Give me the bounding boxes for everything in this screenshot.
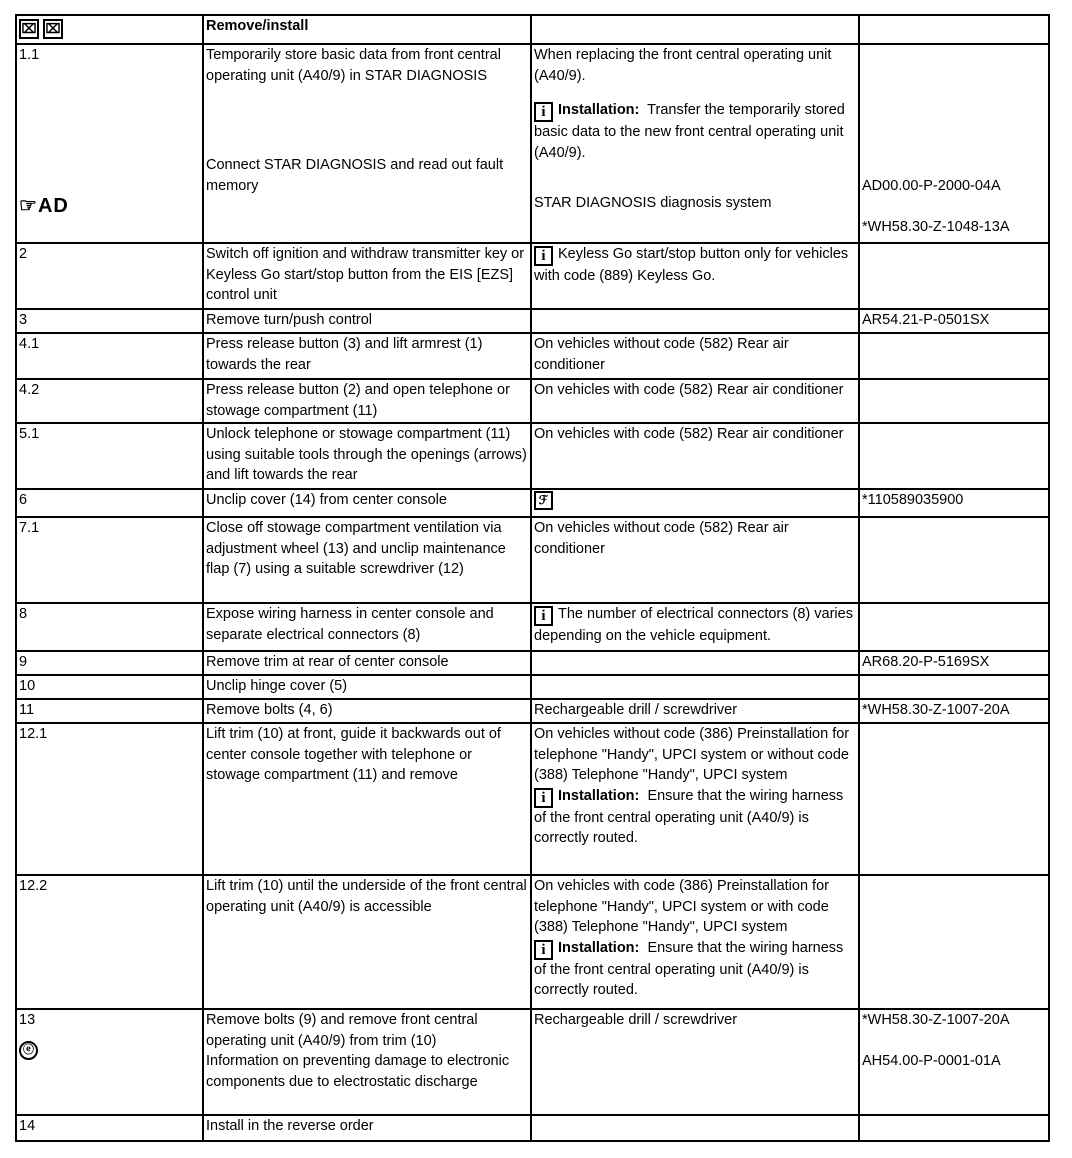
- table-row: [16, 423, 1049, 489]
- action-text: Unclip hinge cover (5): [203, 675, 531, 699]
- ad-marker-label: AD: [37, 194, 69, 217]
- action-text: Install in the reverse order: [203, 1115, 531, 1141]
- info-icon: i: [534, 788, 553, 808]
- step-number: 10: [16, 675, 203, 699]
- note-text: On vehicles without code (582) Rear air conditioner: [531, 517, 859, 603]
- action-cell: [203, 44, 531, 243]
- table-row: [16, 675, 1049, 699]
- step-number: 7.1: [16, 517, 203, 603]
- action-text: Remove bolts (4, 6): [203, 699, 531, 723]
- note-text: STAR DIAGNOSIS diagnosis system: [534, 195, 772, 211]
- note-text: When replacing the front central operating unit (A40/9).: [534, 47, 832, 84]
- ref-cell: [859, 333, 1049, 379]
- ref-cell: [859, 1115, 1049, 1141]
- ref-link[interactable]: *WH58.30-Z-1007-20A: [862, 1012, 1010, 1028]
- installation-label: Installation:: [558, 787, 640, 804]
- table-row: [16, 875, 1049, 1009]
- note-cell: [531, 309, 859, 333]
- install-symbol-icon: ⌧: [43, 19, 63, 39]
- installation-text: Ensure that the wiring harness of the front central operating unit (A40/9) is correctly routed.: [534, 939, 844, 998]
- action-cell: [203, 1009, 531, 1115]
- ref-link[interactable]: AR68.20-P-5169SX: [859, 651, 1049, 675]
- table-row: [16, 243, 1049, 309]
- installation-text: Transfer the temporarily stored basic data to the new front central operating unit (A40/9).: [534, 102, 845, 161]
- ref-cell: [859, 603, 1049, 651]
- action-text: Expose wiring harness in center console and separate electrical connectors (8): [203, 603, 531, 651]
- note-cell: [531, 44, 859, 243]
- installation-label: Installation:: [558, 102, 640, 118]
- header-title: Remove/install: [203, 15, 531, 44]
- special-tool-icon: ℱ: [534, 491, 553, 510]
- note-cell: [531, 723, 859, 875]
- ref-cell: [859, 675, 1049, 699]
- note-text: On vehicles with code (582) Rear air conditioner: [531, 379, 859, 423]
- table-row: [16, 651, 1049, 675]
- step-number: 4.1: [16, 333, 203, 379]
- step-number: 9: [16, 651, 203, 675]
- action-text: Remove trim at rear of center console: [203, 651, 531, 675]
- step-number: 14: [16, 1115, 203, 1141]
- action-text: Remove turn/push control: [203, 309, 531, 333]
- table-row: [16, 699, 1049, 723]
- note-text: Keyless Go start/stop button only for vehicles with code (889) Keyless Go.: [534, 246, 849, 284]
- info-icon: i: [534, 940, 553, 960]
- ref-link[interactable]: *WH58.30-Z-1007-20A: [859, 699, 1049, 723]
- step-number: 13: [19, 1012, 36, 1028]
- action-text: Information on preventing damage to electronic components due to electrostatic discharge: [206, 1053, 510, 1090]
- ref-cell: [859, 243, 1049, 309]
- table-row: [16, 489, 1049, 517]
- note-text: On vehicles without code (386) Preinstallation for telephone "Handy", UPCI system or without code (388) Telephone "Handy", UPCI system: [534, 726, 850, 783]
- header-note-cell: [531, 15, 859, 44]
- ref-link[interactable]: *WH58.30-Z-1048-13A: [862, 218, 1010, 235]
- installation-label: Installation:: [558, 939, 640, 956]
- note-cell: [531, 1115, 859, 1141]
- info-icon: i: [534, 606, 553, 626]
- note-cell: [531, 603, 859, 651]
- info-icon: i: [534, 102, 553, 122]
- ref-cell: [859, 517, 1049, 603]
- action-text: Unlock telephone or stowage compartment (11) using suitable tools through the openings (arrows) and lift towards the rear: [203, 423, 531, 489]
- step-number: 12.2: [16, 875, 203, 1009]
- note-cell: [531, 243, 859, 309]
- action-text: Connect STAR DIAGNOSIS and read out fault memory: [206, 157, 504, 194]
- info-icon: i: [534, 246, 553, 266]
- step-number: 4.2: [16, 379, 203, 423]
- note-text: Rechargeable drill / screwdriver: [531, 699, 859, 723]
- note-cell: [531, 875, 859, 1009]
- ref-link[interactable]: AD00.00-P-2000-04A: [862, 178, 1001, 194]
- step-number: 5.1: [16, 423, 203, 489]
- step-cell: [16, 44, 203, 243]
- note-text: On vehicles with code (386) Preinstallation for telephone "Handy", UPCI system or with code (388) Telephone "Handy", UPCI system: [534, 878, 829, 935]
- step-number: 12.1: [16, 723, 203, 875]
- esd-warning-icon: ⓔ: [19, 1041, 38, 1060]
- action-text: Press release button (3) and lift armrest (1) towards the rear: [203, 333, 531, 379]
- table-row: [16, 723, 1049, 875]
- action-text: Temporarily store basic data from front central operating unit (A40/9) in STAR DIAGNOSIS: [206, 47, 501, 84]
- step-number: 11: [16, 699, 203, 723]
- action-text: Close off stowage compartment ventilation via adjustment wheel (13) and unclip maintenance flap (7) using a suitable screwdriver (12): [203, 517, 531, 603]
- table-row: [16, 1115, 1049, 1141]
- remove-symbol-icon: ⌧: [19, 19, 39, 39]
- note-cell: [531, 651, 859, 675]
- note-text: Rechargeable drill / screwdriver: [531, 1009, 859, 1115]
- ref-link[interactable]: *110589035900: [859, 489, 1049, 517]
- note-cell: [531, 489, 859, 517]
- table-row: [16, 517, 1049, 603]
- ref-cell: [859, 875, 1049, 1009]
- action-text: Lift trim (10) at front, guide it backwards out of center console together with telephone or stowage compartment (11) and remove: [203, 723, 531, 875]
- table-row: [16, 379, 1049, 423]
- step-number: 6: [16, 489, 203, 517]
- ref-cell: [859, 1009, 1049, 1115]
- action-text: Switch off ignition and withdraw transmitter key or Keyless Go start/stop button from the EIS [EZS] control unit: [203, 243, 531, 309]
- ad-pointer-icon: ☞AD: [19, 194, 69, 217]
- step-cell: [16, 1009, 203, 1115]
- table-row: [16, 44, 1049, 243]
- installation-text: Ensure that the wiring harness of the front central operating unit (A40/9) is correctly routed.: [534, 787, 844, 846]
- step-number: 8: [16, 603, 203, 651]
- step-number: 3: [16, 309, 203, 333]
- ref-link[interactable]: AR54.21-P-0501SX: [859, 309, 1049, 333]
- note-text: The number of electrical connectors (8) varies depending on the vehicle equipment.: [534, 606, 853, 644]
- note-text: On vehicles with code (582) Rear air conditioner: [531, 423, 859, 489]
- ref-link[interactable]: AH54.00-P-0001-01A: [862, 1052, 1001, 1069]
- action-text: Press release button (2) and open telephone or stowage compartment (11): [203, 379, 531, 423]
- note-text: On vehicles without code (582) Rear air conditioner: [531, 333, 859, 379]
- table-row: [16, 309, 1049, 333]
- action-text: Lift trim (10) until the underside of the front central operating unit (A40/9) is accessible: [203, 875, 531, 1009]
- ref-cell: [859, 423, 1049, 489]
- ref-cell: [859, 379, 1049, 423]
- header-icons-cell: [16, 15, 203, 44]
- step-number: 1.1: [19, 47, 40, 63]
- action-text: Remove bolts (9) and remove front central operating unit (A40/9) from trim (10): [206, 1012, 478, 1049]
- procedure-table: [15, 14, 1050, 1142]
- header-ref-cell: [859, 15, 1049, 44]
- table-row: [16, 603, 1049, 651]
- table-header-row: [16, 15, 1049, 44]
- table-row: [16, 333, 1049, 379]
- step-number: 2: [16, 243, 203, 309]
- note-cell: [531, 675, 859, 699]
- ref-cell: [859, 44, 1049, 243]
- table-row: [16, 1009, 1049, 1115]
- action-text: Unclip cover (14) from center console: [203, 489, 531, 517]
- ref-cell: [859, 723, 1049, 875]
